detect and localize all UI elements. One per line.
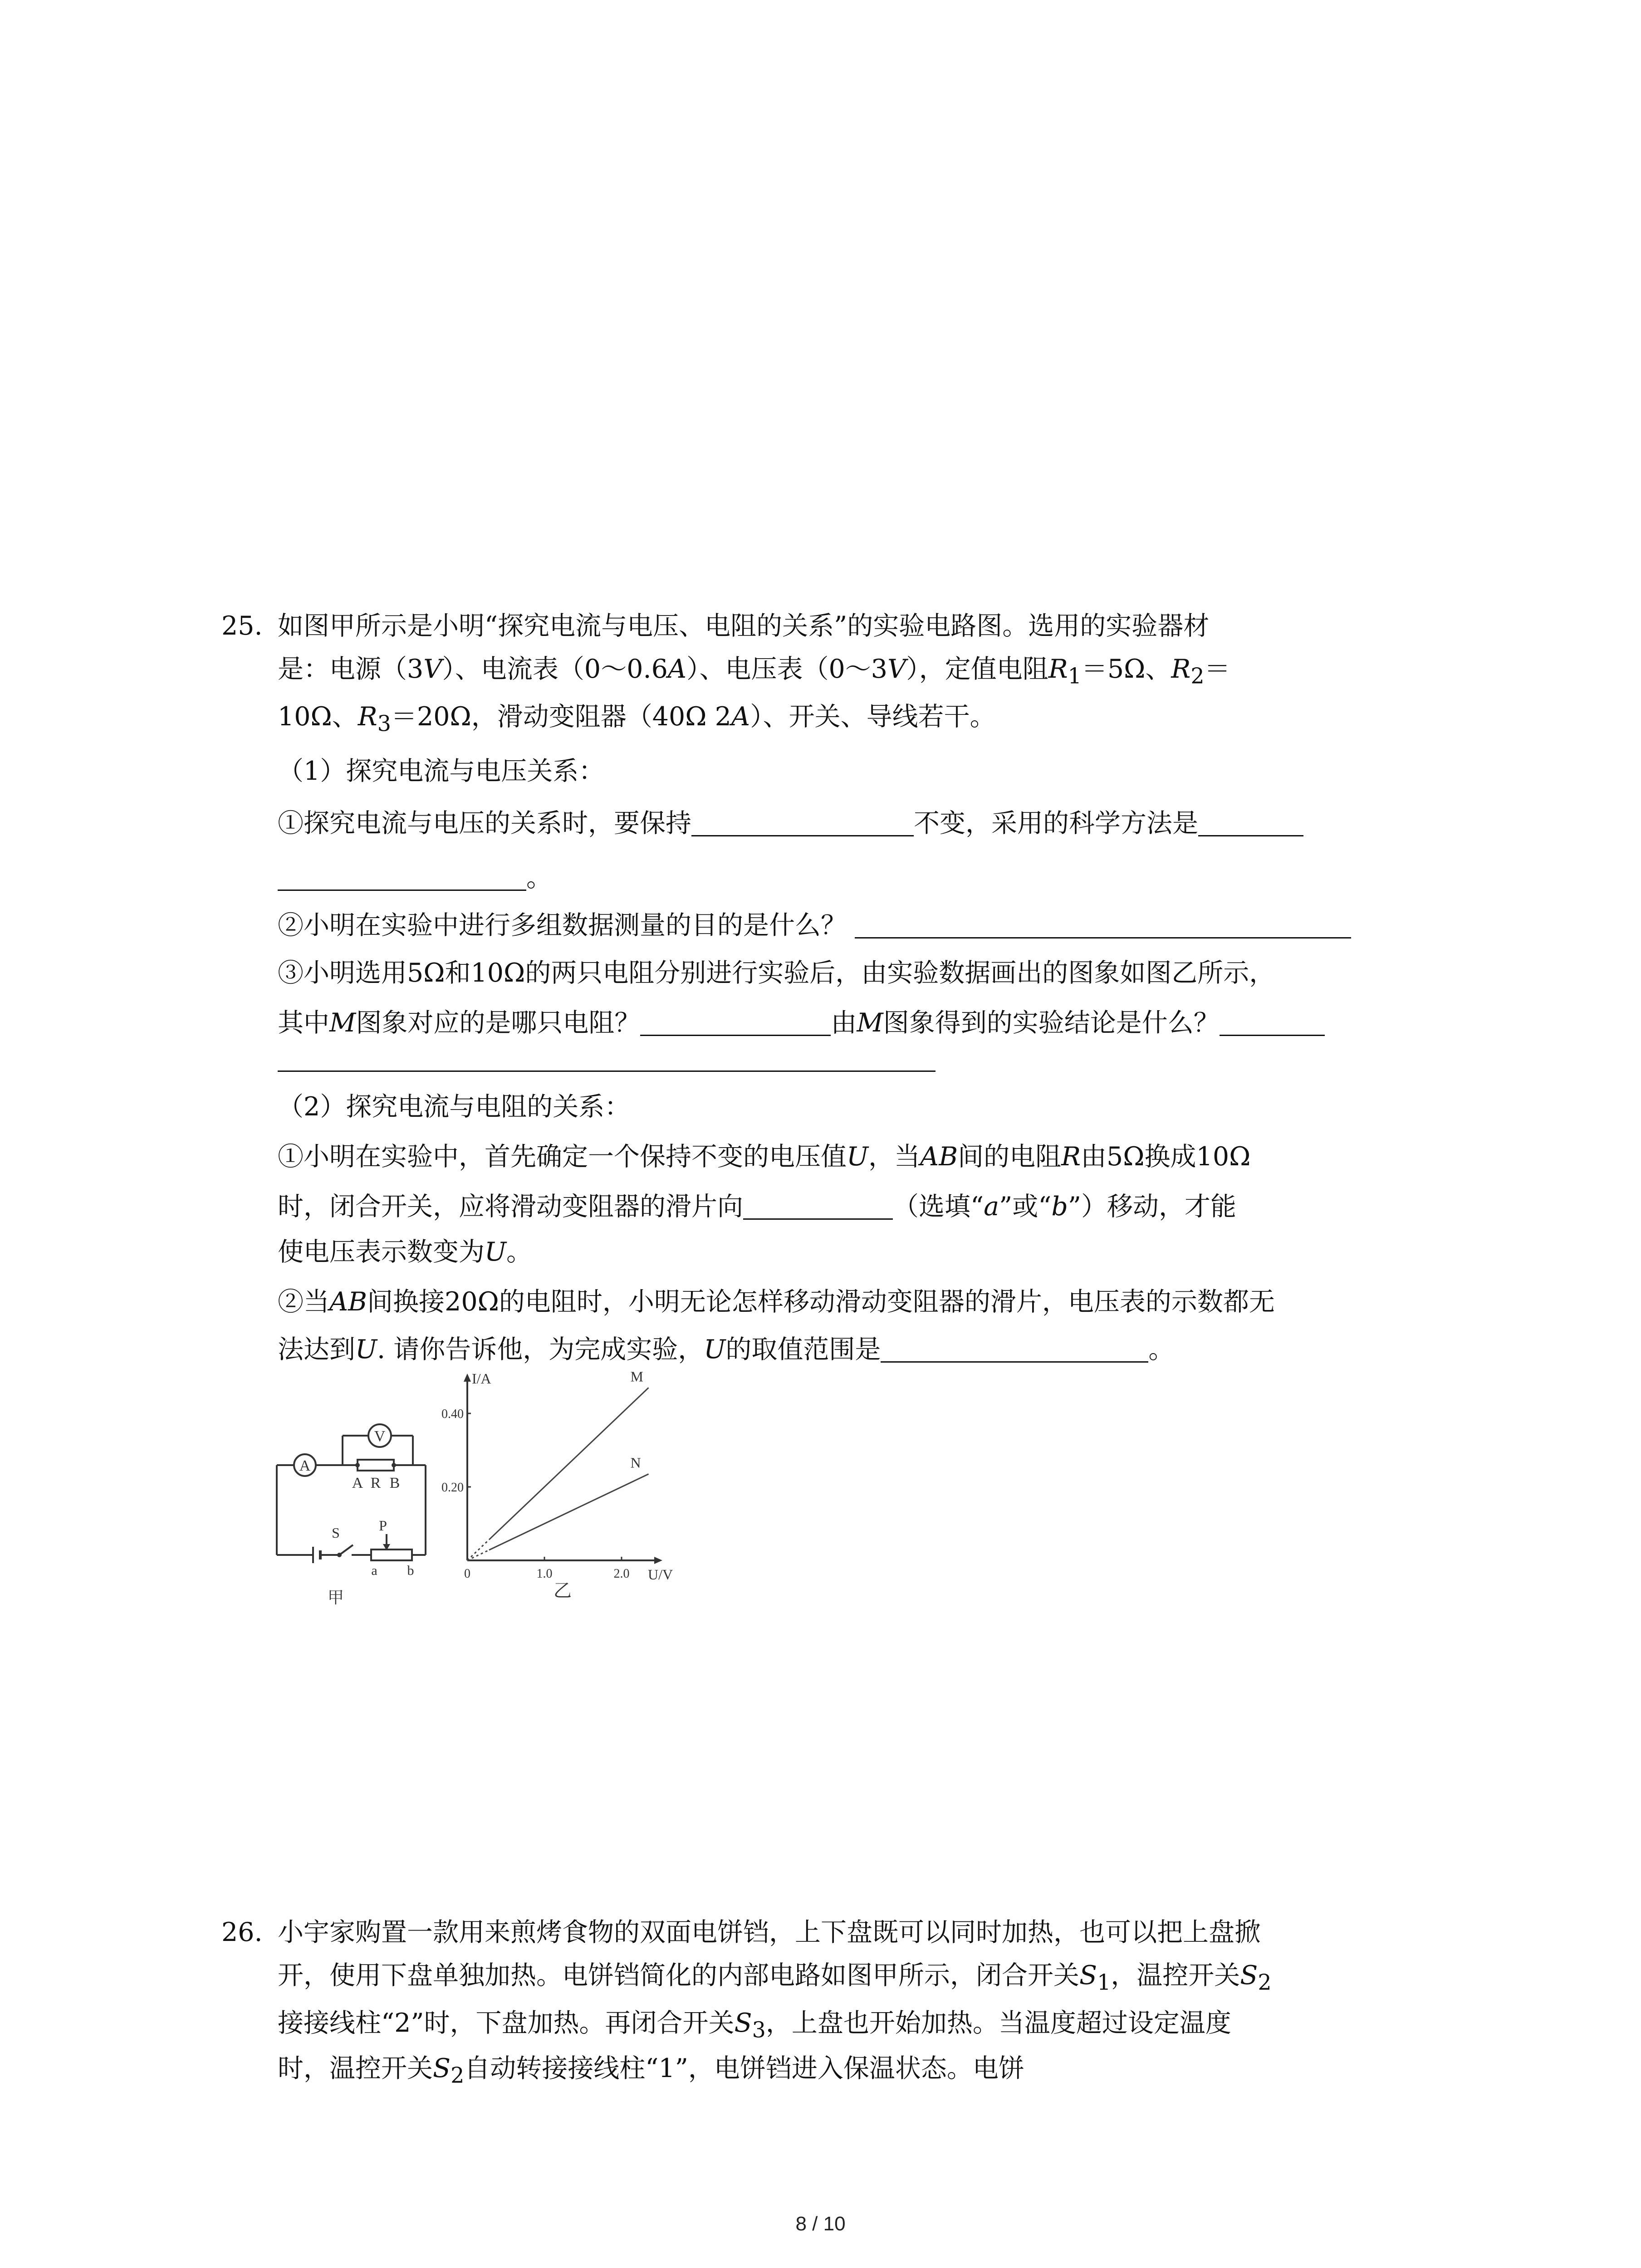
series-line-N: [489, 1474, 649, 1550]
answer-blank-4[interactable]: [640, 1009, 831, 1036]
page-number: 8 / 10: [795, 2213, 846, 2235]
rheostat-end-a: a: [371, 1563, 377, 1578]
part2-q5: 法达到U. 请你告诉他，为完成实验，U的取值范围是 。: [278, 1334, 1175, 1364]
slider-label: P: [379, 1517, 387, 1534]
answer-blank-5-cont[interactable]: [278, 1070, 936, 1072]
series-line-dotted-M: [467, 1540, 489, 1560]
rheostat: [371, 1549, 412, 1560]
part1-q4: 其中M图象对应的是哪只电阻？ 由M图象得到的实验结论是什么？: [278, 1007, 1325, 1039]
graph-caption: 乙: [554, 1580, 572, 1601]
q26-line-4: 时，温控开关$S_2$自动转接接线柱“1”，电饼铛进入保温状态。电饼: [278, 2053, 1024, 2088]
q26-line-1: 小宇家购置一款用来煎烤食物的双面电饼铛，上下盘既可以同时加热，也可以把上盘掀: [278, 1917, 1260, 1947]
question-26-number: 26.: [221, 1917, 263, 1947]
part2-q2: 时，闭合开关，应将滑动变阻器的滑片向 （选填“a”或“b”）移动，才能: [278, 1192, 1237, 1222]
part1-q3: ③小明选用5Ω和10Ω的两只电阻分别进行实验后，由实验数据画出的图象如图乙所示，: [278, 958, 1275, 988]
part2-q1: ①小明在实验中，首先确定一个保持不变的电压值U，当AB间的电阻R由5Ω换成10Ω: [278, 1142, 1251, 1172]
q26-line-2: 开，使用下盘单独加热。电饼铛简化的内部电路如图甲所示，闭合开关$S_1$，温控开关$S_2$: [278, 1960, 1272, 1995]
part2-title: （2）探究电流与电阻的关系：: [278, 1092, 631, 1122]
switch-s: [339, 1545, 353, 1555]
part2-q3: 使电压表示数变为U。: [278, 1237, 533, 1267]
graph-iu: [431, 1370, 685, 1610]
part2-q4: ②当AB间换接20Ω的电阻时，小明无论怎样移动滑动变阻器的滑片，电压表的示数都无: [278, 1287, 1275, 1317]
circuit-diagram: [268, 1415, 458, 1606]
circuit-caption: 甲: [327, 1589, 344, 1606]
answer-blank-1[interactable]: [691, 810, 914, 836]
part1-q1: ①探究电流与电压的关系时，要保持 不变，采用的科学方法是: [278, 807, 1303, 839]
rheostat-end-b: b: [407, 1563, 414, 1578]
answer-blank-3[interactable]: [855, 912, 1351, 938]
series-label-M: M: [630, 1370, 643, 1385]
origin-label: 0: [464, 1567, 470, 1581]
q25-line-2: 是：电源（3V）、电流表（0～0.6A）、电压表（0～3V），定值电阻$R_1=5\Omega$、$R_2=$: [278, 654, 1230, 689]
answer-blank-2[interactable]: [1198, 810, 1303, 836]
ammeter-label: A: [299, 1457, 311, 1474]
terminal-b-label: B: [389, 1475, 400, 1491]
y-axis-label: I/A: [472, 1370, 491, 1387]
series-line-M: [489, 1388, 649, 1540]
series-line-dotted-N: [467, 1550, 489, 1560]
part1-title: （1）探究电流与电压关系：: [278, 756, 605, 786]
part1-q2: ②小明在实验中进行多组数据测量的目的是什么？: [278, 909, 1351, 941]
x-tick-label: 2.0: [613, 1567, 630, 1581]
q26-line-3: 接接线柱“2”时，下盘加热。再闭合开关$S_3$，上盘也开始加热。当温度超过设定温度: [278, 2008, 1231, 2043]
switch-label: S: [332, 1525, 340, 1541]
voltmeter-label: V: [374, 1428, 386, 1445]
resistor-label: R: [370, 1475, 381, 1491]
q25-line-1: 如图甲所示是小明“探究电流与电压、电阻的关系”的实验电路图。选用的实验器材: [278, 611, 1210, 641]
part1-q1-cont: 。: [278, 862, 552, 894]
q25-line-3: 10Ω、$R_3=20\Omega$，滑动变阻器（40Ω 2A）、开关、导线若干。: [278, 702, 996, 737]
x-tick-label: 1.0: [536, 1567, 553, 1581]
y-tick-label: 0.20: [441, 1481, 464, 1495]
y-tick-label: 0.40: [441, 1407, 464, 1421]
series-label-N: N: [630, 1454, 641, 1471]
answer-blank-6[interactable]: [743, 1193, 893, 1220]
x-axis-label: U/V: [648, 1566, 673, 1583]
answer-blank-2-cont[interactable]: [278, 864, 526, 891]
question-25-number: 25.: [221, 611, 263, 641]
resistor-r: [358, 1460, 394, 1471]
answer-blank-7[interactable]: [881, 1336, 1148, 1363]
terminal-a-label: A: [352, 1475, 363, 1491]
answer-blank-5[interactable]: [1220, 1009, 1325, 1036]
